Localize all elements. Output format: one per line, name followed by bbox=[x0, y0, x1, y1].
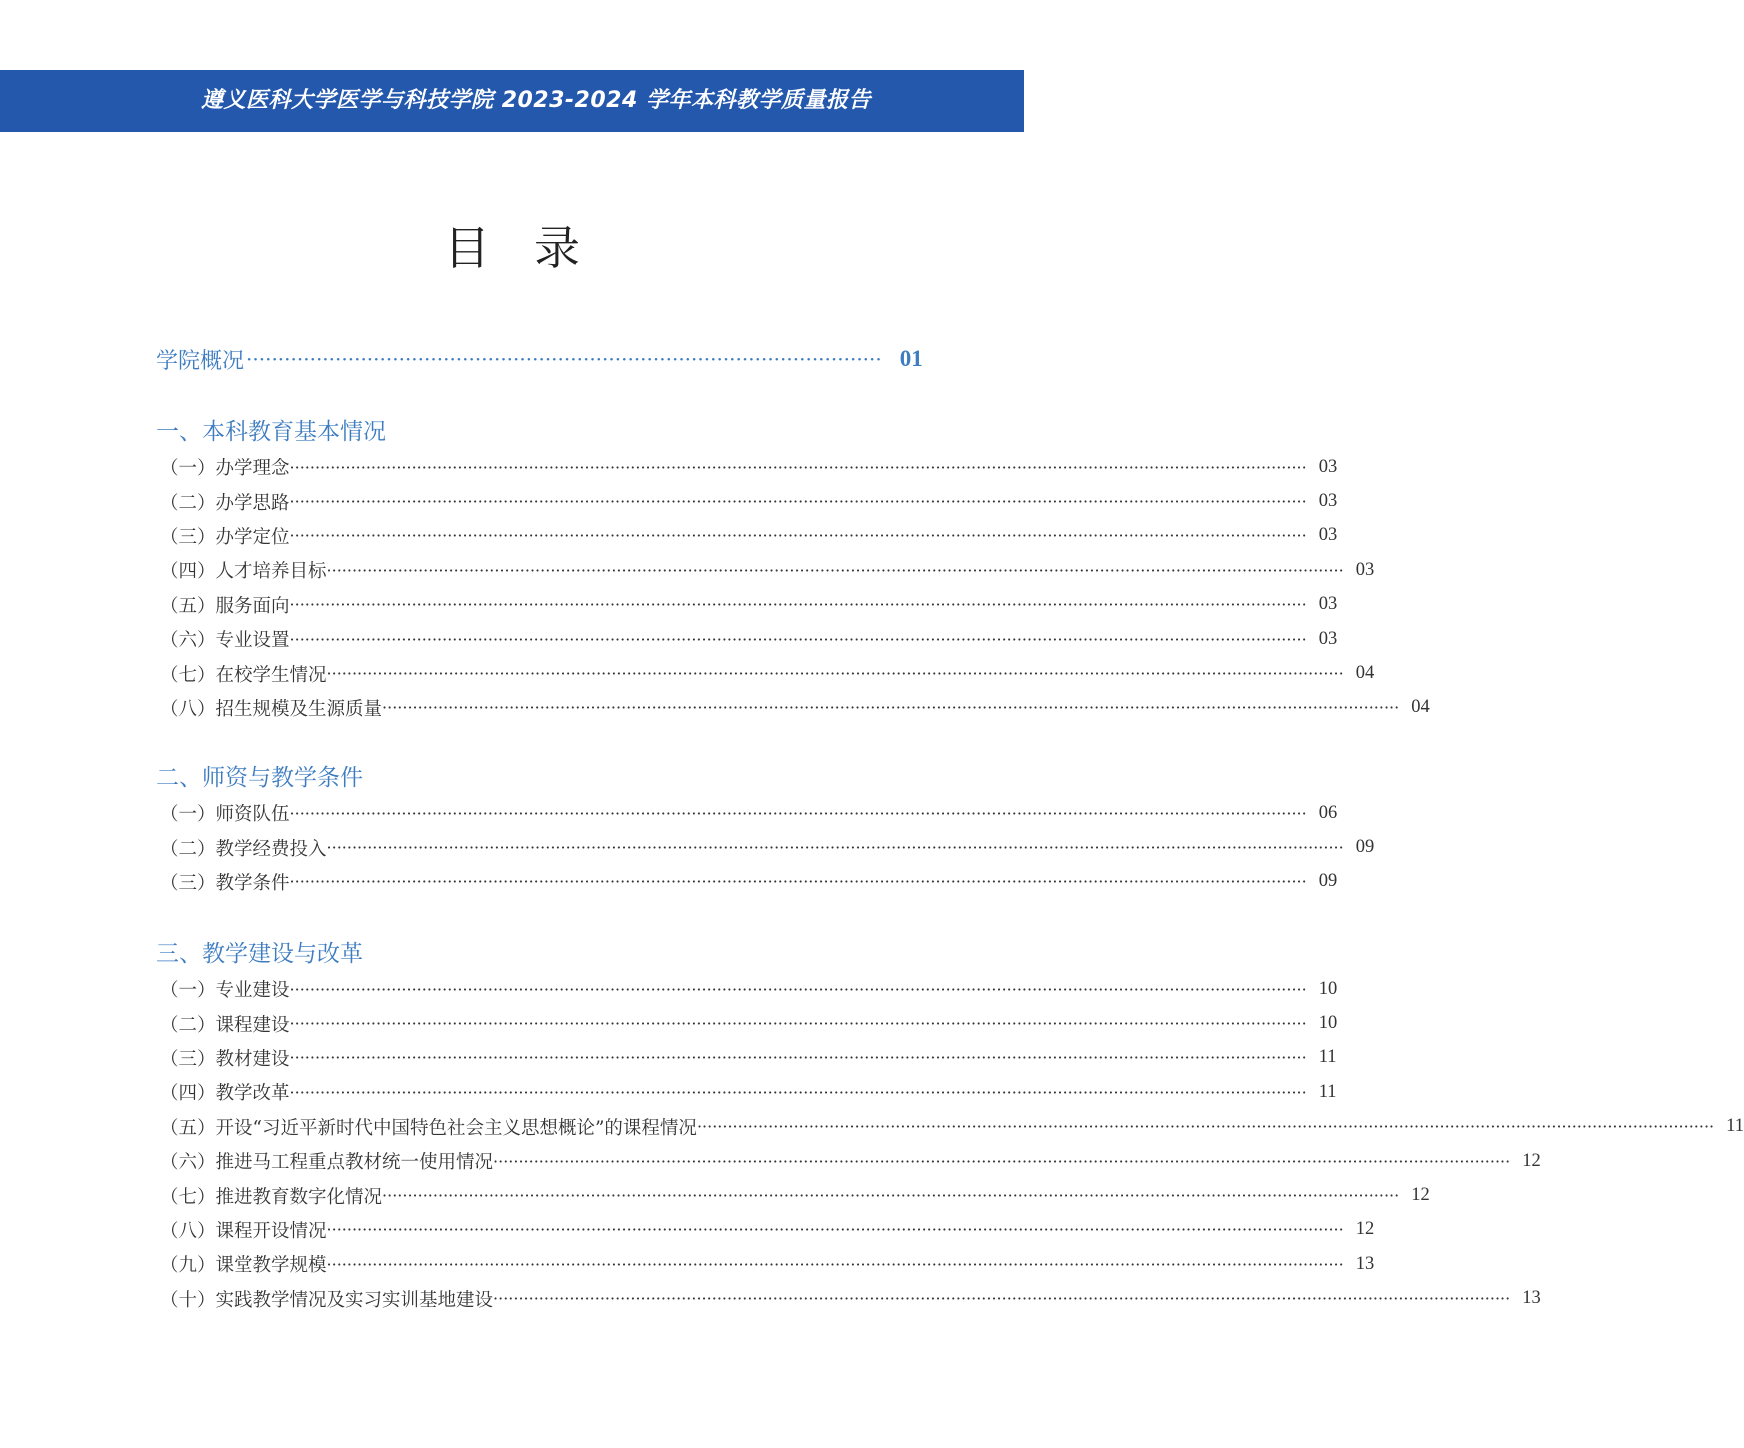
toc-entry-number: （八） bbox=[160, 1220, 216, 1242]
toc-entry[interactable] bbox=[156, 553, 1375, 587]
toc-entry-label: 课程开设情况 bbox=[215, 1220, 327, 1242]
toc-entry-label: 服务面向 bbox=[215, 595, 290, 617]
dot-leader: ········································································································································································································ bbox=[289, 803, 1307, 823]
dot-leader: ········································································································································································································ bbox=[289, 1014, 1307, 1034]
toc-entry-number: （八） bbox=[160, 698, 216, 720]
toc-entry-label: 专业设置 bbox=[215, 630, 290, 652]
toc-page-number: 06 bbox=[1318, 802, 1338, 823]
toc-entry-label: 教学改革 bbox=[215, 1083, 290, 1105]
toc-entry-number: （六） bbox=[160, 630, 216, 652]
toc-entry-number: （一） bbox=[160, 804, 216, 826]
dot-leader: ········································································································································································································ bbox=[326, 664, 1344, 684]
dot-leader: ········································································································································································································ bbox=[382, 698, 1400, 718]
toc-entry-number: （十） bbox=[160, 1289, 216, 1311]
header-banner bbox=[0, 70, 1024, 132]
toc-entry-number: （一） bbox=[160, 980, 216, 1002]
report-title: 遵义医科大学医学与科技学院 2023-2024 学年本科教学质量报告 bbox=[201, 88, 871, 113]
toc-page-number: 01 bbox=[899, 346, 923, 371]
toc-section-1 bbox=[156, 414, 1430, 725]
toc-entry-label: 开设“习近平新时代中国特色社会主义思想概论”的课程情况 bbox=[215, 1117, 697, 1139]
toc-entry-label: 在校学生情况 bbox=[215, 664, 327, 686]
toc-page-number: 13 bbox=[1522, 1288, 1541, 1309]
dot-leader: ········································································································································································································ bbox=[382, 1186, 1400, 1206]
toc-entry[interactable] bbox=[156, 972, 1338, 1006]
dot-leader: ········································································································································································································ bbox=[326, 560, 1344, 580]
toc-entry-label: 推进马工程重点教材统一使用情况 bbox=[215, 1152, 494, 1174]
dot-leader: ········································································································································································································ bbox=[289, 457, 1307, 477]
toc-entry-label: 推进教育数字化情况 bbox=[215, 1186, 383, 1208]
toc-entry-label: 招生规模及生源质量 bbox=[215, 698, 383, 720]
toc-page-number: 03 bbox=[1355, 559, 1375, 580]
toc-entry[interactable] bbox=[156, 450, 1338, 484]
toc-page-number: 09 bbox=[1355, 837, 1375, 858]
dot-leader: ········································································································································································································ bbox=[326, 838, 1344, 858]
toc-page-number: 12 bbox=[1522, 1150, 1541, 1171]
toc-entry[interactable] bbox=[156, 1075, 1337, 1109]
dot-leader: ········································································································································································································ bbox=[289, 872, 1307, 892]
dot-leader: ········································································································································································································ bbox=[289, 526, 1307, 546]
toc-page-number: 11 bbox=[1726, 1116, 1744, 1137]
toc-entry[interactable] bbox=[156, 519, 1338, 553]
toc-entry[interactable] bbox=[156, 1006, 1338, 1040]
dot-leader: ········································································································································································································ bbox=[289, 492, 1307, 512]
toc-entry-label: 教学条件 bbox=[215, 872, 290, 894]
toc-entry[interactable] bbox=[156, 484, 1338, 518]
toc-entry-number: （九） bbox=[160, 1255, 216, 1277]
dot-leader: ········································································································································································································ bbox=[289, 1048, 1307, 1068]
toc-entry-number: （三） bbox=[160, 1048, 216, 1070]
toc-page-number: 10 bbox=[1318, 978, 1338, 999]
toc-page-number: 04 bbox=[1355, 663, 1375, 684]
toc-entry-label: 办学理念 bbox=[215, 458, 290, 480]
section-heading[interactable]: 一、本科教育基本情况 bbox=[156, 419, 386, 445]
toc-entry-number: （二） bbox=[160, 838, 216, 860]
toc-entry[interactable] bbox=[156, 796, 1338, 830]
dot-leader: ········································································································································································································ bbox=[326, 1254, 1344, 1274]
toc-entry[interactable] bbox=[156, 622, 1338, 656]
toc-section-2 bbox=[156, 760, 1375, 899]
toc-entry-number: （四） bbox=[160, 1083, 216, 1105]
toc-entry-number: （二） bbox=[160, 492, 216, 514]
toc-entry-number: （三） bbox=[160, 872, 216, 894]
dot-leader: ········································································································································································································ bbox=[289, 979, 1307, 999]
toc-entry-number: （三） bbox=[160, 526, 216, 548]
dot-leader: ········································································································································································································ bbox=[696, 1117, 1715, 1137]
toc-entry[interactable] bbox=[156, 1178, 1430, 1212]
toc-entry-label: 专业建设 bbox=[215, 980, 290, 1002]
toc-entry[interactable] bbox=[156, 1247, 1375, 1281]
toc-entry[interactable] bbox=[156, 1041, 1337, 1075]
dot-leader: ········································································································································································································ bbox=[493, 1151, 1511, 1171]
toc-entry-label: 教材建设 bbox=[215, 1048, 290, 1070]
toc-entry-label: 课堂教学规模 bbox=[215, 1255, 327, 1277]
toc-entry[interactable] bbox=[156, 1282, 1541, 1316]
toc-entry[interactable] bbox=[156, 1213, 1375, 1247]
toc-page-number: 03 bbox=[1318, 456, 1338, 477]
toc-page-number: 09 bbox=[1318, 871, 1338, 892]
toc-entry-overview[interactable] bbox=[156, 341, 923, 377]
toc-entry-label: 办学定位 bbox=[215, 526, 290, 548]
toc-page-number: 12 bbox=[1355, 1219, 1375, 1240]
toc-entry-number: （七） bbox=[160, 664, 216, 686]
toc-entry[interactable] bbox=[156, 691, 1430, 725]
toc-entry[interactable] bbox=[156, 830, 1375, 864]
toc-page-number: 13 bbox=[1355, 1253, 1375, 1274]
toc-entry-label: 办学思路 bbox=[215, 492, 290, 514]
toc-entry-number: （六） bbox=[160, 1152, 216, 1174]
toc-page-number: 11 bbox=[1318, 1047, 1337, 1068]
dot-leader: ········································································································································································································ bbox=[289, 629, 1307, 649]
toc-entry-label: 教学经费投入 bbox=[215, 838, 327, 860]
toc-entry-number: （一） bbox=[160, 458, 216, 480]
toc-page-number: 03 bbox=[1318, 491, 1338, 512]
section-heading[interactable]: 二、师资与教学条件 bbox=[156, 765, 363, 791]
toc-entry[interactable] bbox=[156, 865, 1338, 899]
toc-entry-number: （五） bbox=[160, 1117, 216, 1139]
toc-page-number: 04 bbox=[1411, 697, 1430, 718]
toc-entry[interactable] bbox=[156, 1144, 1541, 1178]
toc-entry[interactable] bbox=[156, 588, 1338, 622]
toc-entry-label: 师资队伍 bbox=[215, 804, 290, 826]
dot-leader: ········································································································································································································ bbox=[289, 1082, 1307, 1102]
dot-leader: ········································································································································································································ bbox=[289, 595, 1307, 615]
toc-entry[interactable] bbox=[156, 656, 1375, 690]
toc-page-number: 10 bbox=[1318, 1013, 1338, 1034]
toc-page-number: 03 bbox=[1318, 628, 1338, 649]
toc-entry-label: 人才培养目标 bbox=[215, 561, 327, 583]
toc-entry-label: 学院概况 bbox=[156, 348, 245, 374]
toc-entry-label: 课程建设 bbox=[215, 1014, 290, 1036]
dot-leader: ········································································································································································································ bbox=[326, 1220, 1344, 1240]
section-heading[interactable]: 三、教学建设与改革 bbox=[156, 941, 363, 967]
toc-section-3 bbox=[156, 936, 1744, 1316]
toc-entry-label: 实践教学情况及实习实训基地建设 bbox=[215, 1289, 494, 1311]
toc-entry-number: （二） bbox=[160, 1014, 216, 1036]
toc-page-number: 11 bbox=[1318, 1081, 1337, 1102]
toc-entry-number: （五） bbox=[160, 595, 216, 617]
toc-entry-number: （四） bbox=[160, 561, 216, 583]
toc-entry-number: （七） bbox=[160, 1186, 216, 1208]
toc-title: 目录 bbox=[444, 221, 624, 275]
toc-page-number: 03 bbox=[1318, 525, 1338, 546]
toc-page-number: 03 bbox=[1318, 594, 1338, 615]
dot-leader: ········································································································································································································ bbox=[493, 1289, 1511, 1309]
dot-leader: ···································································································· bbox=[246, 347, 882, 371]
toc-page-number: 12 bbox=[1411, 1185, 1430, 1206]
toc-entry[interactable] bbox=[156, 1110, 1744, 1144]
